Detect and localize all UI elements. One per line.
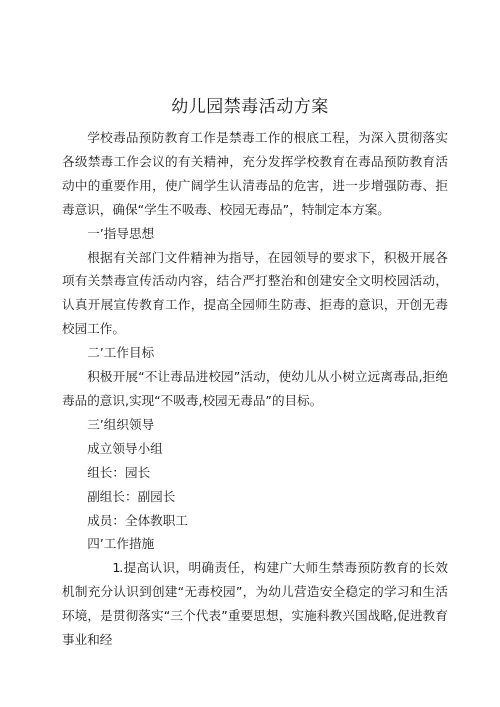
org-item-members: 成员：全体教职工: [87, 512, 188, 528]
document-title: 幼儿园禁毒活动方案: [171, 97, 329, 117]
measure-item-1-text: .提高认识，明确责任，构建广大师生禁毒预防教育的长效机制充分认识到创建“无毒校园”，为幼儿营造安全稳定的学习和生活环境，是贯彻落实“三个代表”重要思想，实施科教兴国战略,促进教育事业和经: [62, 560, 448, 648]
org-item-leader: 组长：园长: [87, 464, 151, 480]
section-paragraph-goals: 积极开展“不让毒品进校园”活动，使幼儿从小树立远离毒品,拒绝毒品的意识,实现“不吸毒,校园无毒品”的目标。: [62, 369, 448, 408]
section-heading-measures: 四’工作措施: [87, 536, 155, 552]
intro-paragraph: 学校毒品预防教育工作是禁毒工作的根底工程，为深入贯彻落实各级禁毒工作会议的有关精神，充分发挥学校教育在毒品预防教育活动中的重要作用，使广阔学生认清毒品的危害，进一步增强防毒、拒毒意识，确保“学生不吸毒、校园无毒品”，特制定本方案。: [62, 130, 448, 217]
org-item-leading-group: 成立领导小组: [87, 440, 163, 456]
document-body: [62, 126, 448, 652]
section-heading-guiding-thought: 一’指导思想: [87, 225, 155, 241]
measure-item-1-number: 1: [112, 560, 121, 576]
section-heading-goals: 二’工作目标: [87, 345, 155, 361]
section-paragraph-guiding-thought: 根据有关部门文件精神为指导，在园领导的要求下，积极开展各项有关禁毒宣传活动内容，结合严打整治和创建安全文明校园活动，认真开展宣传教育工作，提高全园师生防毒、拒毒的意识，开创无毒校园工作。: [62, 249, 448, 337]
org-item-deputy-leader: 副组长：副园长: [87, 488, 176, 504]
section-heading-organization: 三’组织领导: [87, 416, 155, 432]
measure-item-1: [62, 556, 448, 652]
